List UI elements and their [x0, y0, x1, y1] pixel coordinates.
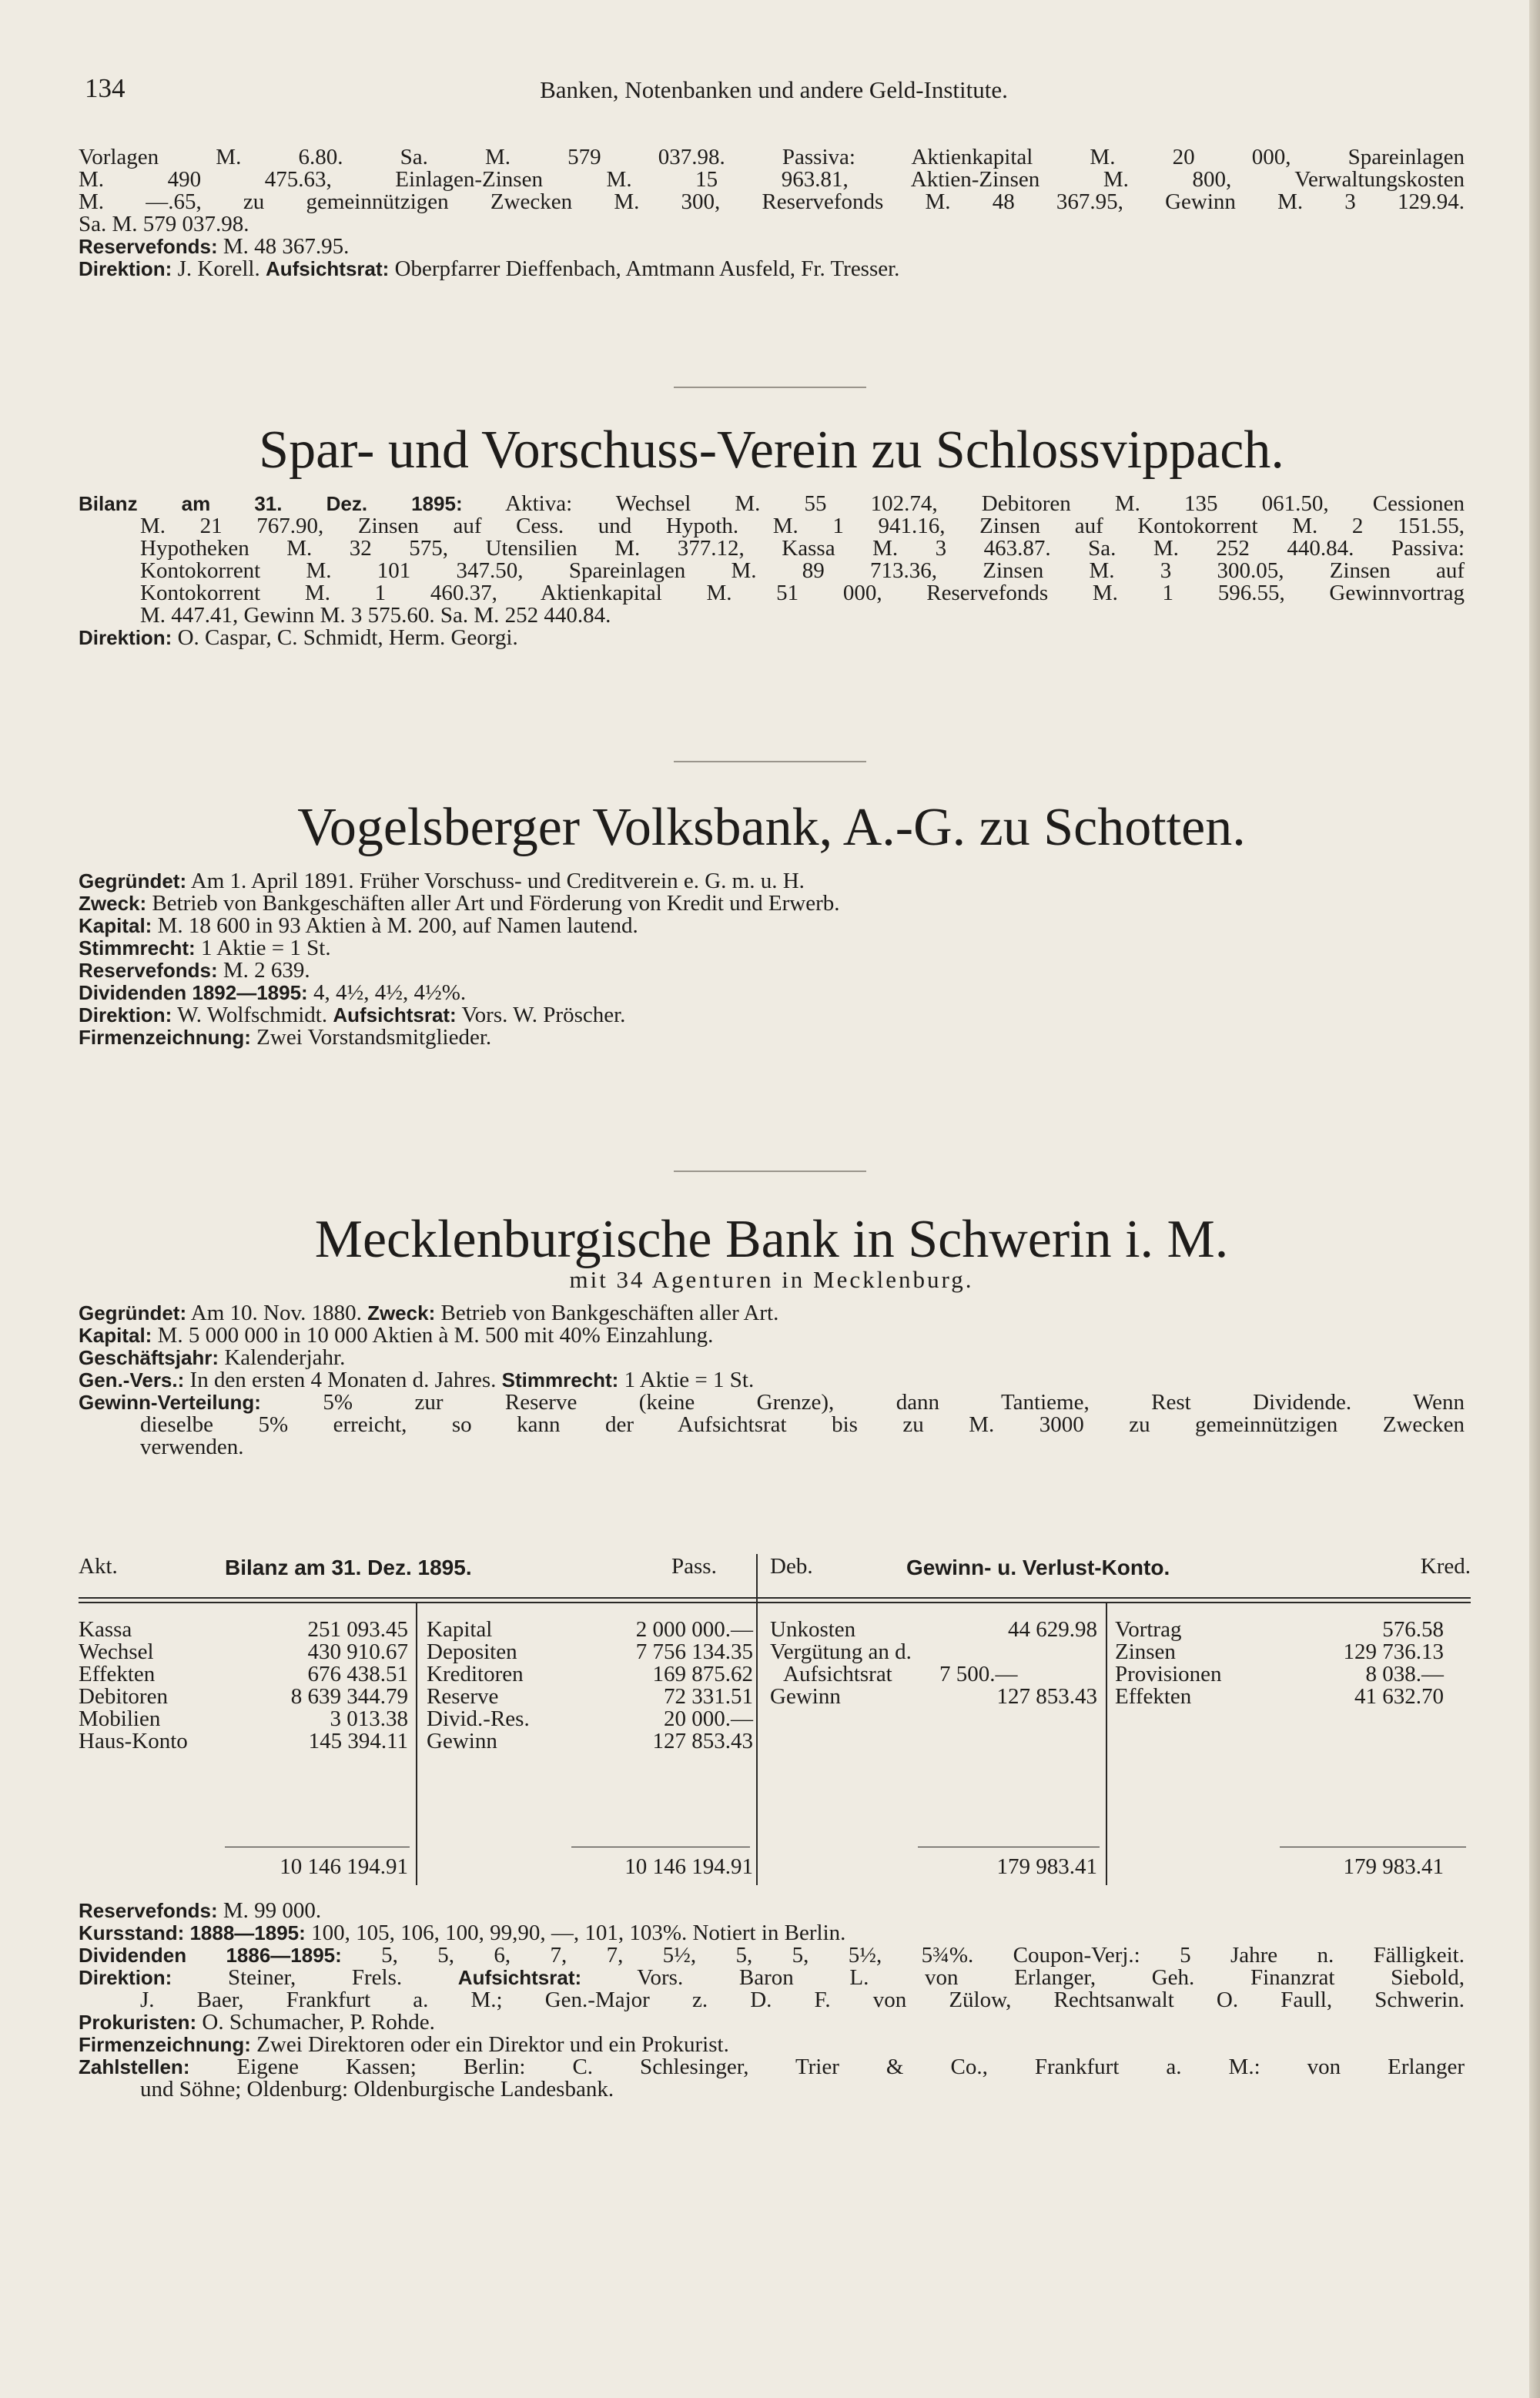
credit-label: Zinsen: [1115, 1639, 1176, 1664]
aktiva-value: 3 013.38: [330, 1706, 408, 1731]
section-divider: [674, 761, 866, 762]
debit-value: 44 629.98: [1008, 1617, 1097, 1642]
text-line: M. —.65, zu gemeinnützigen Zwecken M. 300, Reservefonds M. 48 367.95, Gewinn M. 3 129.94.: [79, 189, 1465, 214]
aktiva-label: Kassa: [79, 1617, 132, 1642]
header-rule: [79, 1597, 1471, 1599]
passiva-label: Kreditoren: [427, 1662, 524, 1686]
running-title: Banken, Notenbanken und andere Geld-Institute.: [540, 76, 1008, 103]
debit-value: 7 500.—: [939, 1662, 1018, 1686]
debit-total: 179 983.41: [996, 1854, 1097, 1879]
passiva-label: Kapital: [427, 1617, 493, 1642]
procurists-line: Prokuristen: O. Schumacher, P. Rohde.: [79, 2010, 435, 2035]
passiva-label: Depositen: [427, 1639, 517, 1664]
price-line: Kursstand: 1888—1895: 100, 105, 106, 100, 99,90, —, 101, 103%. Notiert in Berlin.: [79, 1921, 846, 1945]
balance-sheet-table: [79, 1554, 1471, 1885]
entry-mecklenburgische-bank: [79, 1210, 1465, 1459]
credit-label: Vortrag: [1115, 1617, 1182, 1642]
passiva-value: 7 756 134.35: [635, 1639, 753, 1664]
reserve-fund-line: Reservefonds: M. 99 000.: [79, 1898, 322, 1923]
text-line: M. 490 475.63, Einlagen-Zinsen M. 15 963.81, Aktien-Zinsen M. 800, Verwaltungskosten: [79, 167, 1465, 192]
entry-subtitle: mit 34 Agenturen in Mecklenburg.: [569, 1266, 974, 1293]
capital-line: Kapital: M. 18 600 in 93 Aktien à M. 200, auf Namen lautend.: [79, 913, 638, 938]
credit-label: Effekten: [1115, 1684, 1192, 1709]
column-divider: [416, 1602, 417, 1885]
page-header: [85, 73, 1463, 112]
paying-agents-line: Zahlstellen: Eigene Kassen; Berlin: C. Schlesinger, Trier & Co., Frankfurt a. M.: von Erlanger: [79, 2055, 1465, 2079]
text-line: J. Baer, Frankfurt a. M.; Gen.-Major z. D. F. von Zülow, Rechtsanwalt O. Faull, Schwerin.: [140, 1988, 1465, 2012]
column-divider: [1106, 1602, 1107, 1885]
text-line: Vorlagen M. 6.80. Sa. M. 579 037.98. Passiva: Aktienkapital M. 20 000, Spareinlagen: [79, 145, 1465, 169]
profit-distribution-line: Gewinn-Verteilung: 5% zur Reserve (keine Grenze), dann Tantieme, Rest Dividende. Wenn: [79, 1390, 1465, 1415]
aktiva-label: Debitoren: [79, 1684, 168, 1709]
founded-line: Gegründet: Am 1. April 1891. Früher Vorschuss- und Creditverein e. G. m. u. H.: [79, 869, 805, 893]
dividends-line: Dividenden 1892—1895: 4, 4½, 4½, 4½%.: [79, 980, 467, 1005]
debit-value: 127 853.43: [996, 1684, 1097, 1709]
passiva-value: 20 000.—: [664, 1706, 753, 1731]
signature-line: Firmenzeichnung: Zwei Vorstandsmitglieder.: [79, 1025, 492, 1050]
credit-value: 129 736.13: [1343, 1639, 1444, 1664]
aktiva-label: Mobilien: [79, 1706, 161, 1731]
capital-line: Kapital: M. 5 000 000 in 10 000 Aktien à M. 500 mit 40% Einzahlung.: [79, 1323, 714, 1348]
text-line: und Söhne; Oldenburg: Oldenburgische Landesbank.: [140, 2077, 614, 2102]
founded-line: Gegründet: Am 10. Nov. 1880. Zweck: Betrieb von Bankgeschäften aller Art.: [79, 1301, 779, 1325]
debit-label: Vergütung an d.: [770, 1639, 912, 1664]
aktiva-value: 251 093.45: [307, 1617, 408, 1642]
debit-label: Gewinn: [770, 1684, 841, 1709]
general-meeting-line: Gen.-Vers.: In den ersten 4 Monaten d. Jahres. Stimmrecht: 1 Aktie = 1 St.: [79, 1368, 755, 1392]
col-header-kred: Kred.: [1420, 1554, 1471, 1579]
text-line: dieselbe 5% erreicht, so kann der Aufsichtsrat bis zu M. 3000 zu gemeinnützigen Zwecken: [140, 1412, 1465, 1437]
board-line: Direktion: W. Wolfschmidt. Aufsichtsrat: Vors. W. Pröscher.: [79, 1003, 626, 1027]
aktiva-value: 145 394.11: [308, 1729, 408, 1753]
aktiva-value: 8 639 344.79: [290, 1684, 408, 1709]
header-rule: [79, 1602, 1471, 1603]
bilanz-title: Bilanz am 31. Dez. 1895.: [225, 1556, 472, 1579]
board-line: Direktion: O. Caspar, C. Schmidt, Herm. Georgi.: [79, 625, 518, 650]
passiva-label: Gewinn: [427, 1729, 497, 1753]
aktiva-label: Haus-Konto: [79, 1729, 188, 1753]
section-divider: [674, 387, 866, 388]
col-header-pass: Pass.: [671, 1554, 717, 1579]
col-header-deb: Deb.: [770, 1554, 813, 1579]
credit-value: 41 632.70: [1354, 1684, 1444, 1709]
aktiva-label: Effekten: [79, 1662, 156, 1686]
previous-entry-continuation: [79, 146, 1465, 280]
purpose-line: Zweck: Betrieb von Bankgeschäften aller Art und Förderung von Kredit und Erwerb.: [79, 891, 840, 916]
text-line: Sa. M. 579 037.98.: [79, 212, 249, 236]
dividends-line: Dividenden 1886—1895: 5, 5, 6, 7, 7, 5½, 5, 5, 5½, 5¾%. Coupon-Verj.: 5 Jahre n. Fälligkeit.: [79, 1943, 1465, 1968]
entry-spar-vorschuss-verein: [79, 420, 1465, 650]
passiva-value: 2 000 000.—: [635, 1617, 753, 1642]
credit-total: 179 983.41: [1343, 1854, 1444, 1879]
fiscal-year-line: Geschäftsjahr: Kalenderjahr.: [79, 1345, 346, 1370]
text-line: Kontokorrent M. 1 460.37, Aktienkapital M. 51 000, Reservefonds M. 1 596.55, Gewinnvortrag: [140, 581, 1465, 605]
credit-value: 576.58: [1382, 1617, 1444, 1642]
board-line: Direktion: J. Korell. Aufsichtsrat: Oberpfarrer Dieffenbach, Amtmann Ausfeld, Fr. Tresser.: [79, 256, 900, 281]
board-line: Direktion: Steiner, Frels. Aufsichtsrat: Vors. Baron L. von Erlanger, Geh. Finanzrat Siebold,: [79, 1965, 1465, 1990]
page-edge: [1529, 0, 1540, 2398]
entry-title: Mecklenburgische Bank in Schwerin i. M.: [314, 1210, 1229, 1269]
center-divider: [756, 1554, 758, 1885]
entry-title: Vogelsberger Volksbank, A.-G. zu Schotten.: [297, 798, 1246, 857]
text-line: M. 447.41, Gewinn M. 3 575.60. Sa. M. 252 440.84.: [140, 603, 611, 628]
pl-title: Gewinn- u. Verlust-Konto.: [906, 1556, 1170, 1579]
debit-label: Aufsichtsrat: [783, 1662, 892, 1686]
mecklenburgische-bank-details: [79, 1900, 1465, 2101]
voting-line: Stimmrecht: 1 Aktie = 1 St.: [79, 936, 331, 960]
page-number: 134: [85, 73, 126, 103]
aktiva-total: 10 146 194.91: [280, 1854, 408, 1879]
text-line: M. 21 767.90, Zinsen auf Cess. und Hypoth. M. 1 941.16, Zinsen auf Kontokorrent M. 2 151.55,: [140, 514, 1465, 538]
col-header-akt: Akt.: [79, 1554, 118, 1579]
aktiva-label: Wechsel: [79, 1639, 154, 1664]
passiva-value: 127 853.43: [652, 1729, 753, 1753]
text-line: verwenden.: [140, 1435, 244, 1459]
credit-value: 8 038.—: [1365, 1662, 1444, 1686]
passiva-label: Divid.-Res.: [427, 1706, 530, 1731]
credit-label: Provisionen: [1115, 1662, 1222, 1686]
passiva-value: 169 875.62: [652, 1662, 753, 1686]
reserve-fund-line: Reservefonds: M. 48 367.95.: [79, 234, 350, 259]
text-line: Kontokorrent M. 101 347.50, Spareinlagen M. 89 713.36, Zinsen M. 3 300.05, Zinsen auf: [140, 558, 1465, 583]
text-line: Bilanz am 31. Dez. 1895: Aktiva: Wechsel M. 55 102.74, Debitoren M. 135 061.50, Cessionen: [79, 491, 1465, 516]
aktiva-value: 676 438.51: [307, 1662, 408, 1686]
passiva-label: Reserve: [427, 1684, 499, 1709]
aktiva-value: 430 910.67: [307, 1639, 408, 1664]
signature-line: Firmenzeichnung: Zwei Direktoren oder ein Direktor und ein Prokurist.: [79, 2032, 729, 2057]
entry-vogelsberger-volksbank: [79, 798, 1465, 1050]
text-line: Hypotheken M. 32 575, Utensilien M. 377.12, Kassa M. 3 463.87. Sa. M. 252 440.84. Passiva:: [140, 536, 1465, 561]
debit-label: Unkosten: [770, 1617, 856, 1642]
section-divider: [674, 1171, 866, 1172]
passiva-total: 10 146 194.91: [624, 1854, 753, 1879]
passiva-value: 72 331.51: [664, 1684, 753, 1709]
reserve-fund-line: Reservefonds: M. 2 639.: [79, 958, 310, 983]
entry-title: Spar- und Vorschuss-Verein zu Schlossvippach.: [259, 420, 1284, 480]
